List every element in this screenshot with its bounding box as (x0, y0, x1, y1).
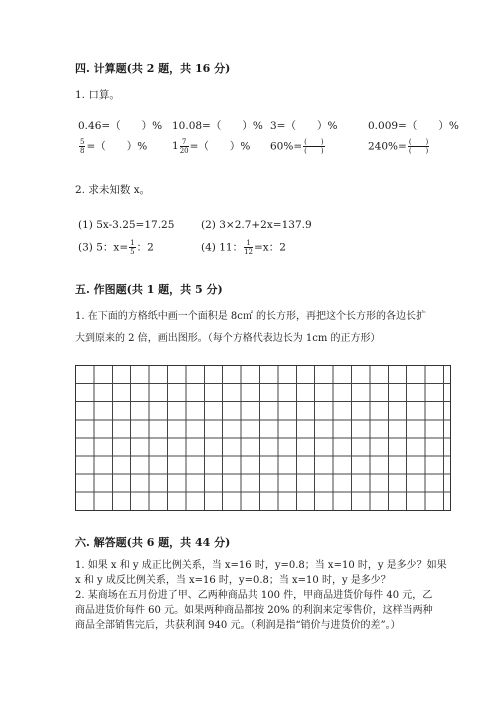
section5-heading: 五. 作图题(共 1 题，共 5 分) (75, 283, 223, 296)
fraction: $\frac{1}{5}$ (130, 239, 135, 256)
oral-calc-1: 0.46=（ ）% (78, 120, 163, 132)
equation-4: (4) 11： $\frac{1}{12}$ =x：2 (201, 239, 286, 256)
question-2-label: 2. 求未知数 x。 (75, 184, 151, 196)
oral-calc-6: 1 $\frac{7}{20}$ =（ ）% (172, 138, 251, 155)
answer-question-line: 商品进货价每件 60 元。如果两种商品都按 20% 的利润来定零售价，这样当两种 (75, 605, 433, 616)
equation-3: (3) 5：x= $\frac{1}{5}$ ：2 (78, 239, 154, 256)
answer-question-line: x 和 y 成反比例关系，当 x=16 时，y=0.8；当 x=10 时，y 是多少？ (75, 575, 391, 586)
fraction: $\frac{5}{8}$ (80, 138, 85, 155)
oral-calc-4: 0.009=（ ）% (368, 120, 459, 132)
answer-question-line: 商品全部销售完后，共获利润 940 元。（利润是指“销价与进货价的差”。） (75, 620, 401, 631)
oral-calc-2: 10.08=（ ）% (172, 120, 263, 132)
question-1-label: 1. 口算。 (75, 89, 120, 101)
answer-question-line: 2. 某商场在五月份进了甲、乙两种商品共 100 件，甲商品进货价每件 40 元，乙 (75, 590, 433, 601)
fraction: $\frac{1}{12}$ (244, 239, 253, 256)
section4-heading: 四. 计算题(共 2 题，共 16 分) (75, 62, 231, 75)
section6-heading: 六. 解答题(共 6 题，共 44 分) (75, 536, 231, 549)
fraction: $\frac{( )}{( )}$ (304, 138, 324, 155)
fraction: $\frac{( )}{( )}$ (408, 138, 429, 155)
equation-1: (1) 5x-3.25=17.25 (78, 219, 175, 231)
oral-calc-5: $\frac{5}{8}$ =（ ）% (80, 138, 148, 155)
oral-calc-8: 240%= $\frac{( )}{( )}$ (368, 138, 429, 155)
fraction: $\frac{7}{20}$ (179, 138, 189, 155)
drawing-question-line-1: 1. 在下面的方格纸中画一个面积是 8c㎡ 的长方形，再把这个长方形的各边长扩 (75, 311, 427, 322)
oral-calc-3: 3=（ ）% (270, 120, 338, 132)
answer-question-line: 1. 如果 x 和 y 成正比例关系，当 x=16 时，y=0.8；当 x=10 时，y 是多少？如果 (75, 560, 447, 571)
drawing-question-line-2: 大到原来的 2 倍，画出图形。（每个方格代表边长为 1cm 的正方形） (75, 333, 381, 344)
oral-calc-7: 60%= $\frac{( )}{( )}$ (270, 138, 324, 155)
equation-2: (2) 3×2.7+2x=137.9 (201, 219, 312, 231)
grid-paper[interactable] (75, 365, 451, 511)
